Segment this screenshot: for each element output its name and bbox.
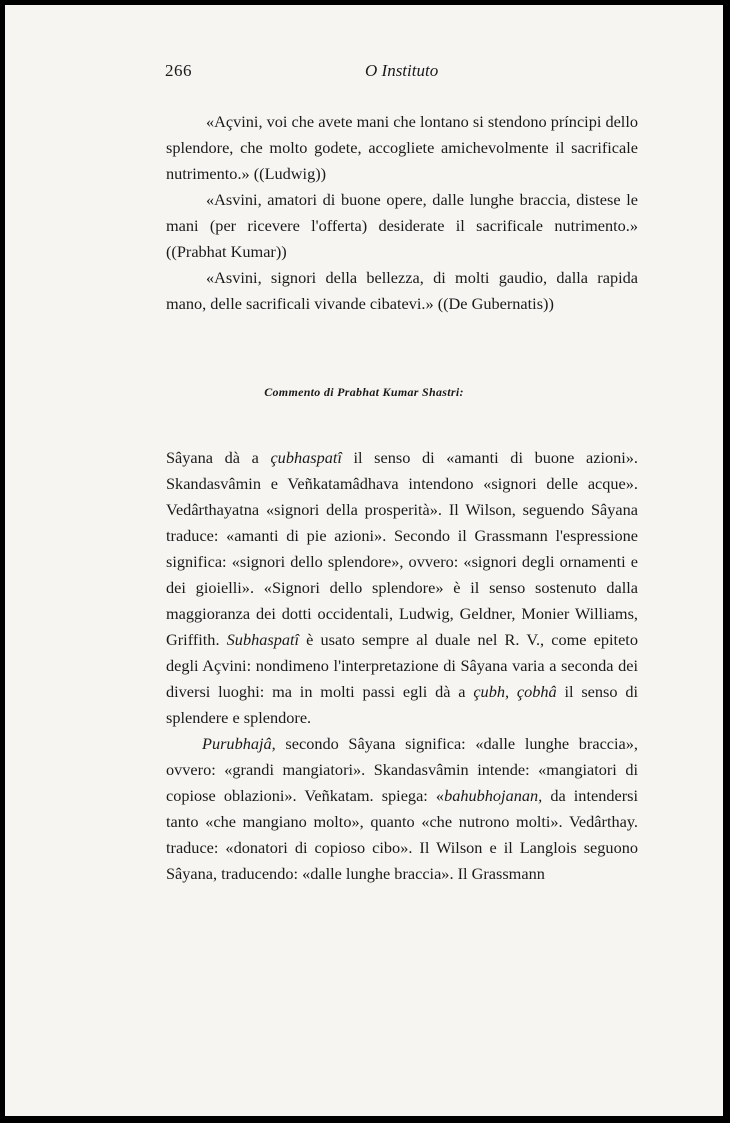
translations-block bbox=[166, 109, 638, 317]
term-subhaspati: Subhaspatî bbox=[226, 630, 300, 649]
translation-ludwig: «Açvini, voi che avete mani che lontano si stendono príncipi dello splendore, che molto godete, accogliete amichevolmente il sacrificale nutrimento.» ((Ludwig)) bbox=[166, 112, 638, 183]
text-run: il senso di «amanti di buone azioni». Skandasvâmin e Veñkatamâdhava intendono «signori delle acque». Vedârthayatna «signori della prosperità». Il Wilson, seguendo Sâyana traduce: «amanti di pie azioni». Secondo il Grassmann l'espressione significa: «signori dello splendore», ovvero: «signori degli ornamenti e dei gioielli». «Signori dello splendore» è il senso sostenuto dalla maggioranza dei dotti occidentali, Ludwig, Geldner, Monier Williams, Griffith. bbox=[166, 448, 638, 649]
translation-prabhat-kumar: «Asvini, amatori di buone opere, dalle lunghe braccia, distese le mani (per ricevere l'offerta) desiderate il sacrificale nutrimento.» ((Prabhat Kumar)) bbox=[166, 190, 638, 261]
running-head bbox=[5, 61, 723, 85]
commentary-block bbox=[166, 445, 638, 887]
text-run: da intendersi tanto «che mangiano molto», quanto «che nutrono molti». Vedârthay. traduce: «donatori di copioso cibo». Il Wilson e il Langlois seguono Sâyana, traducendo: «dalle lunghe braccia». Il Grassmann bbox=[166, 786, 638, 883]
translation-de-gubernatis: «Asvini, signori della bellezza, di molti gaudio, dalla rapida mano, delle sacrificali vivande cibatevi.» ((De Gubernatis)) bbox=[166, 268, 638, 313]
text-run: è usato sempre al duale nel R. V., come epiteto degli Açvini: nondimeno l'interpretazione di Sâyana varia a seconda dei diversi luoghi: ma in molti passi egli dà a bbox=[166, 630, 638, 701]
page-number: 266 bbox=[165, 61, 192, 80]
commentary-paragraph-1 bbox=[166, 445, 638, 731]
term-bahubhojanan: bahubhojanan, bbox=[444, 786, 543, 805]
journal-title: O Instituto bbox=[365, 61, 439, 80]
document-page bbox=[5, 5, 723, 1116]
term-cubh-cobha: çubh, çobhâ bbox=[473, 682, 557, 701]
text-run: Sâyana dà a bbox=[166, 448, 271, 467]
section-heading: Commento di Prabhat Kumar Shastri: bbox=[264, 385, 464, 399]
term-cubhaspati: çubhaspatî bbox=[270, 448, 342, 467]
text-run: il senso di splendere e splendore. bbox=[166, 682, 639, 727]
commentary-paragraph-2 bbox=[166, 731, 638, 887]
term-purubhaja: Purubhajâ, bbox=[202, 734, 276, 753]
text-run: secondo Sâyana significa: «dalle lunghe braccia», ovvero: «grandi mangiatori». Skandasvâmin intende: «mangiatori di copiose oblazioni». Veñkatam. spiega: « bbox=[166, 734, 638, 805]
